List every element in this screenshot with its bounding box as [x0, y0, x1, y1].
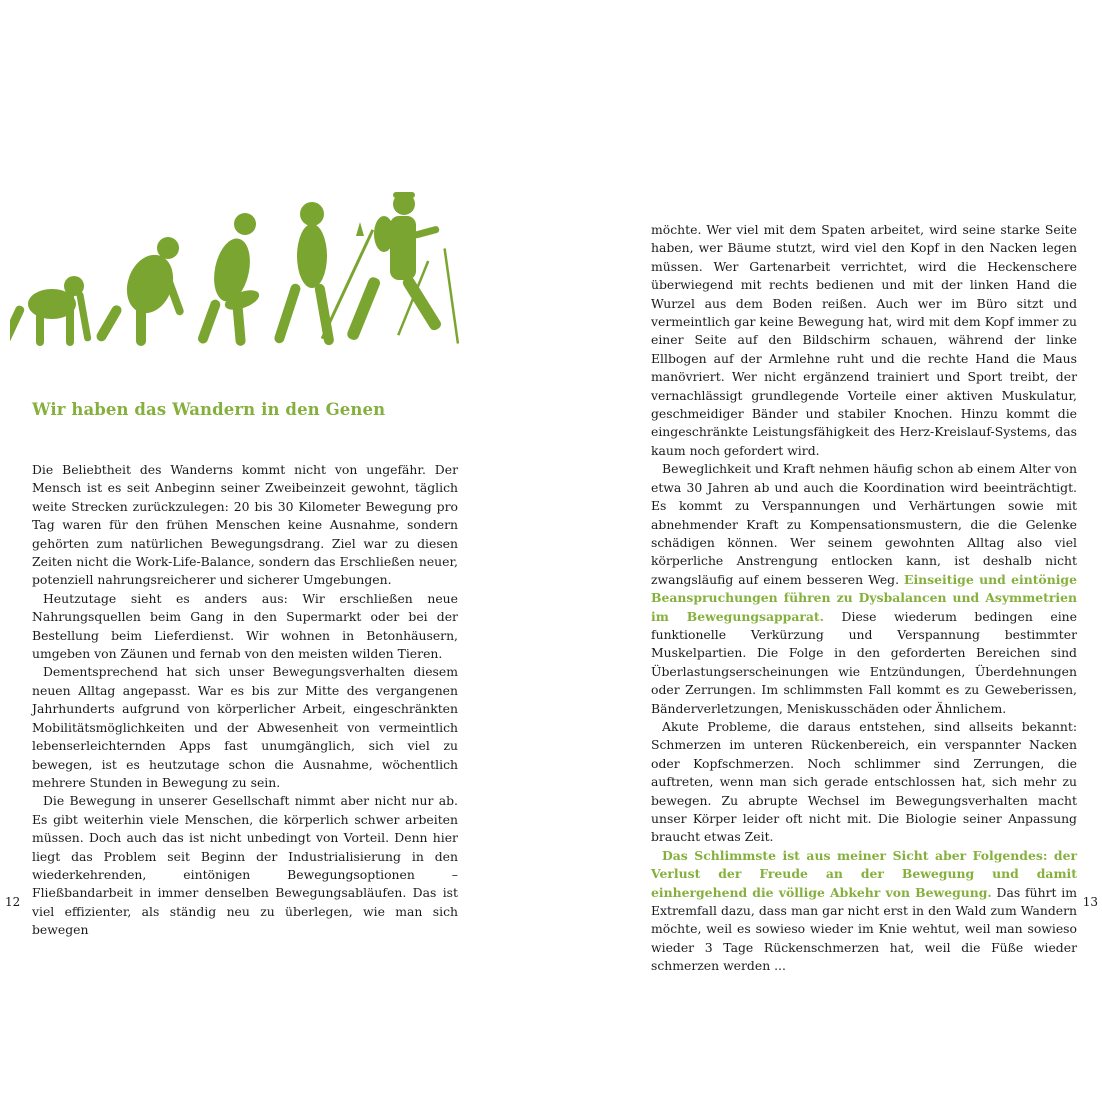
paragraph: möchte. Wer viel mit dem Spaten arbeitet, wird seine starke Seite haben, wer Bäume stutzt, wird viel den Kopf in den Nacken legen müssen. Wer Gartenarbeit verrichtet, wird die Heckenschere überwiegend mit rechts bedienen und mit der linken Hand die Wurzel aus dem Boden reißen. Auch wer im Büro sitzt und vermeintlich gar keine Bewegung hat, wird mit dem Kopf immer zu einer Seite auf den Bildschirm schauen, während der linke Ellbogen auf der Armlehne ruht und die rechte Hand die Maus manövriert. Wer nicht ergänzend trainiert und Sport treibt, der vernachlässigt grundlegende Vorteile einer aktiven Muskulatur, geschmeidiger Bänder und stabiler Knochen. Hinzu kommt die eingeschränkte Leistungsfähigkeit des Herz-Kreislauf-Systems, das kaum noch gefordert wird. [651, 222, 1077, 458]
paragraph: Dementsprechend hat sich unser Bewegungsverhalten diesem neuen Alltag angepasst. War es bis zur Mitte des vergangenen Jahrhunderts aufgrund von körperlicher Arbeit, eingeschränkten Mobilitätsmöglichkeiten und der Abwesenheit von vermeintlich lebenserleichternden Apps fast unumgänglich, sich viel zu bewegen, ist es heutzutage schon die Ausnahme, wöchentlich mehrere Stunden in Bewegung zu sein. [32, 664, 458, 790]
evolution-silhouettes [10, 192, 459, 346]
paragraph [651, 847, 1077, 976]
evolution-illustration [10, 188, 470, 354]
paragraph: Akute Probleme, die daraus entstehen, sind allseits bekannt: Schmerzen im unteren Rückenbereich, ein verspannter Nacken oder Kopfschmerzen. Noch schlimmer sind Zerrungen, die auftreten, wenn man sich gerade entschlossen hat, sich mehr zu bewegen. Zu abrupte Wechsel im Bewegungsverhalten macht unser Körper leider oft nicht mit. Die Biologie seiner Anpassung braucht etwas Zeit. [651, 718, 1077, 845]
paragraph-text: Das führt im Extremfall dazu, dass man gar nicht erst in den Wald zum Wandern möchte, weil es sowieso wieder im Knie wehtut, weil man sowieso wieder 3 Tage Rückenschmerzen hat, weil die Füße wieder schmerzen werden ... [651, 884, 1077, 974]
paragraph: Die Beliebtheit des Wanderns kommt nicht von ungefähr. Der Mensch ist es seit Anbeginn seiner Zweibeinzeit gewohnt, täglich weite Strecken zurückzulegen: 20 bis 30 Kilometer Bewegung pro Tag waren für den frühen Menschen keine Ausnahme, sondern gehörten zum natürlichen Bewegungsdrang. Ziel war zu diesen Zeiten nicht die Work-Life-Balance, sondern das Erschließen neuer, potenziell nahrungsreicherer und sicherer Umgebungen. [32, 462, 458, 588]
highlight-text: Das Schlimmste ist aus meiner Sicht aber Folgendes: der Verlust der Freude an der Bewegung und damit einhergehend die völlige Abkehr von Bewegung. [651, 847, 1077, 900]
chimp-figure [10, 276, 92, 346]
left-text-column [32, 461, 458, 940]
paragraph: Die Bewegung in unserer Gesellschaft nimmt aber nicht nur ab. Es gibt weiterhin viele Menschen, die körperlich schwer arbeiten müssen. Doch auch das ist nicht unbedingt von Vorteil. Denn hier liegt das Problem seit Beginn der Industrialisierung in den wiederkehrenden, eintönigen Bewegungsoptionen – Fließbandarbeit in immer denselben Bewegungsabläufen. Das ist viel effizienter, als ständig neu zu überlegen, wie man sich bewegen [32, 793, 458, 938]
hiker-figure [346, 192, 459, 344]
highlight-text: Einseitige und eintönige Beanspruchungen führen zu Dysbalancen und Asymmetrien im Bewegungsapparat. [651, 571, 1077, 624]
paragraph [651, 460, 1077, 718]
page-number-right: 13 [1082, 895, 1098, 909]
right-text-column [651, 221, 1077, 976]
early-human-figure [197, 213, 262, 346]
right-page [551, 0, 1102, 1102]
paragraph-text: Beweglichkeit und Kraft nehmen häufig schon ab einem Alter von etwa 30 Jahren ab und auch die Koordination wird beeinträchtigt. Es kommt zu Verspannungen und Verhärtungen sowie mit abnehmender Kraft zu Kompensationsmustern, die die Gelenke schädigen können. Wer seinem gewohnten Alltag also viel körperliche Anstrengung entlocken kann, ist deshalb nicht zwangsläufig auf einem besseren Weg. [651, 461, 1077, 587]
paragraph-text: Diese wiederum bedingen eine funktionelle Verkürzung und Verspannung bestimmter Muskelpartien. Die Folge in den geforderten Bereichen sind Überlastungserscheinungen wie Entzündungen, Überdehnungen oder Zerrungen. Im schlimmsten Fall kommt es zu Geweberissen, Bänderverletzungen, Meniskusschäden oder Ähnlichem. [651, 608, 1077, 716]
ape-figure [95, 237, 185, 346]
page-number-left: 12 [5, 895, 21, 909]
paragraph: Heutzutage sieht es anders aus: Wir erschließen neue Nahrungsquellen beim Gang in den Supermarkt oder bei der Bestellung beim Lieferdienst. Wir wohnen in Betonhäusern, umgeben von Zäunen und fernab von den meisten wilden Tieren. [32, 590, 458, 662]
chapter-heading: Wir haben das Wandern in den Genen [32, 400, 386, 419]
